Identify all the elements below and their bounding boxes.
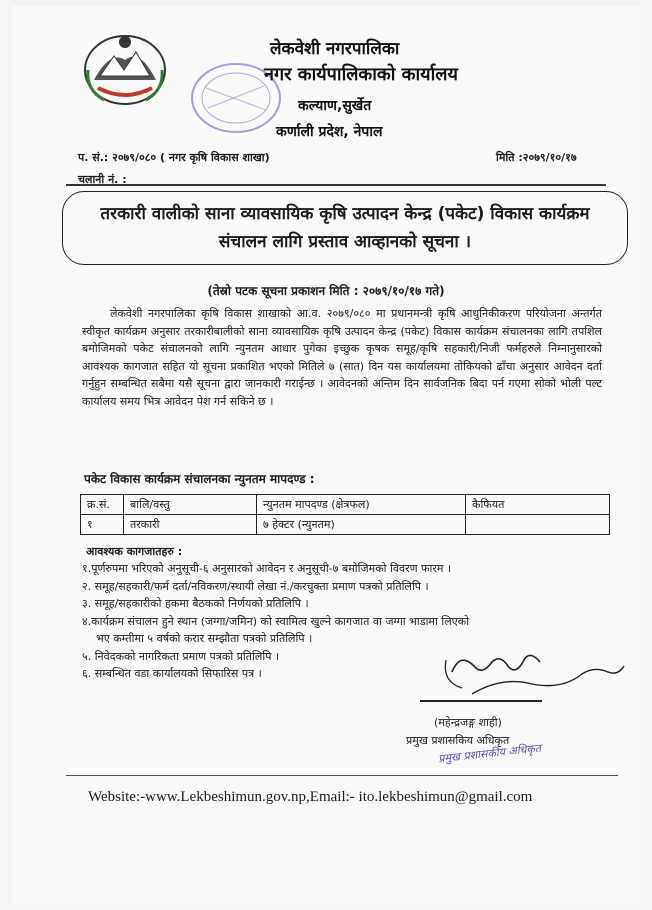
table-header-cell: कैफियत: [466, 495, 610, 515]
table-row: [81, 515, 610, 535]
notice-title-line1: तरकारी वालीको साना व्यावसायिक कृषि उत्पादन केन्द्र (पकेट) विकास कार्यक्रम: [100, 204, 590, 224]
office-location: कल्याण,सुर्खेत: [298, 98, 372, 114]
table-cell: तरकारी: [124, 515, 257, 535]
table-header-cell: क्र.सं.: [81, 495, 124, 515]
nepal-emblem-icon: [80, 30, 170, 110]
list-item: ५. निवेदकको नागरिकता प्रमाण पत्रको प्रतिलिपि ।: [82, 649, 280, 663]
table-cell: [466, 515, 610, 535]
signatory-designation: प्रमुख प्रशासकिय अधिकृत: [406, 734, 510, 747]
table-header-cell: बालि/वस्तु: [124, 495, 257, 515]
signature-line: [420, 700, 542, 702]
designation-seal: प्रमुख प्रशासकीय अधिकृत: [437, 741, 542, 766]
criteria-title: पकेट विकास कार्यक्रम संचालनका न्युनतम मापदण्ड :: [84, 472, 315, 486]
signatory-name: (महेन्द्रजङ्ग शाही): [434, 716, 502, 729]
list-item: ३. समूह/सहकारीको हकमा बैठकको निर्णयको प्रतिलिपि ।: [82, 597, 309, 610]
list-item: १.पूर्णरुपमा भरिएको अनुसूची-६ अनुसारको आवेदन र अनुसूची-७ बमोजिमको विवरण फारम ।: [82, 562, 452, 575]
notice-body: लेकवेशी नगरपालिका कृषि विकास शाखाको आ.व. २०७९/०८० मा प्रधानमन्त्री कृषि आधुनिकीकरण परियोजना अन्तर्गत स्वीकृत कार्यक्रम अनुसार तरकारीबालीको साना व्यावसायिक कृषि उत्पादन केन्द्र (पकेट) विकास कार्यक्रम संचालनका लागि तपशिल बमोजिमको पकेट संचालनको लागि न्युनतम आधार पुगेका इच्छुक कृषक समूह/कृषि सहकारी/निजी फर्महरुले निम्नानुसारको आवश्यक कागजात सहित यो सूचना प्रकाशित भएको मितिले ७ (सात) दिन यस कार्यालयमा तोकियको ढाँचा अनुसार आवेदन दर्ता गर्नुहुन सम्बन्धित सबैमा यसै सूचना द्वारा जानकारी गराईन्छ । आवेदनको अन्तिम दिन सार्वजनिक बिदा पर्न गएमा सोको भोली पल्ट कार्यालय समय भित्र आवेदन पेश गर्न सकिने छ ।: [82, 307, 602, 408]
municipality-name: लेकवेशी नगरपालिका: [270, 39, 400, 59]
publication-date: (तेस्रो पटक सूचना प्रकाशन मिति : २०७९/१०/१७ गते): [207, 284, 445, 298]
list-item: ४.कार्यक्रम संचालन हुने स्थान (जग्गा/जमिन) को स्वामित्व खुल्ने कागजात वा जग्गा भाडामा लिएको: [82, 614, 470, 628]
list-item: ६. सम्बन्धित वडा कार्यालयको सिफारिस पत्र ।: [82, 667, 262, 680]
dispatch-number: चलानी नं. :: [78, 173, 127, 186]
table-header-cell: न्युनतम मापदण्ड (क्षेत्रफल): [257, 495, 466, 515]
criteria-table: [80, 494, 610, 535]
list-item: भए कम्तीमा ५ वर्षको करार सम्झौता पत्रको प्रतिलिपि ।: [96, 632, 313, 645]
table-cell: ७ हेक्टर (न्युनतम): [257, 515, 466, 535]
notice-title-box: [62, 191, 628, 265]
documents-title: आवश्यक कागजातहरु :: [86, 545, 183, 558]
table-cell: १: [81, 515, 124, 535]
notice-date: मिति :२०७९/१०/१७: [496, 151, 577, 164]
header-divider: [66, 184, 606, 186]
reference-number: प. सं.: २०७९/०८० ( नगर कृषि विकास शाखा): [78, 151, 270, 164]
list-item: २. समूह/सहकारी/फर्म दर्ता/नविकरण/स्थायी लेखा नं./करचुक्ता प्रमाण पत्रको प्रतिलिपि ।: [82, 579, 429, 593]
contact-footer: Website:-www.Lekbeshimun.gov.np,Email:- ito.lekbeshimun@gmail.com: [88, 789, 533, 805]
notice-title-line2: संचालन लागि प्रस्ताव आव्हानको सूचना ।: [218, 232, 472, 252]
office-name: नगर कार्यपालिकाको कार्यालय: [264, 64, 458, 85]
table-header-row: [81, 495, 610, 515]
footer-divider: [66, 775, 618, 776]
province-name: कर्णाली प्रदेश, नेपाल: [276, 124, 383, 140]
